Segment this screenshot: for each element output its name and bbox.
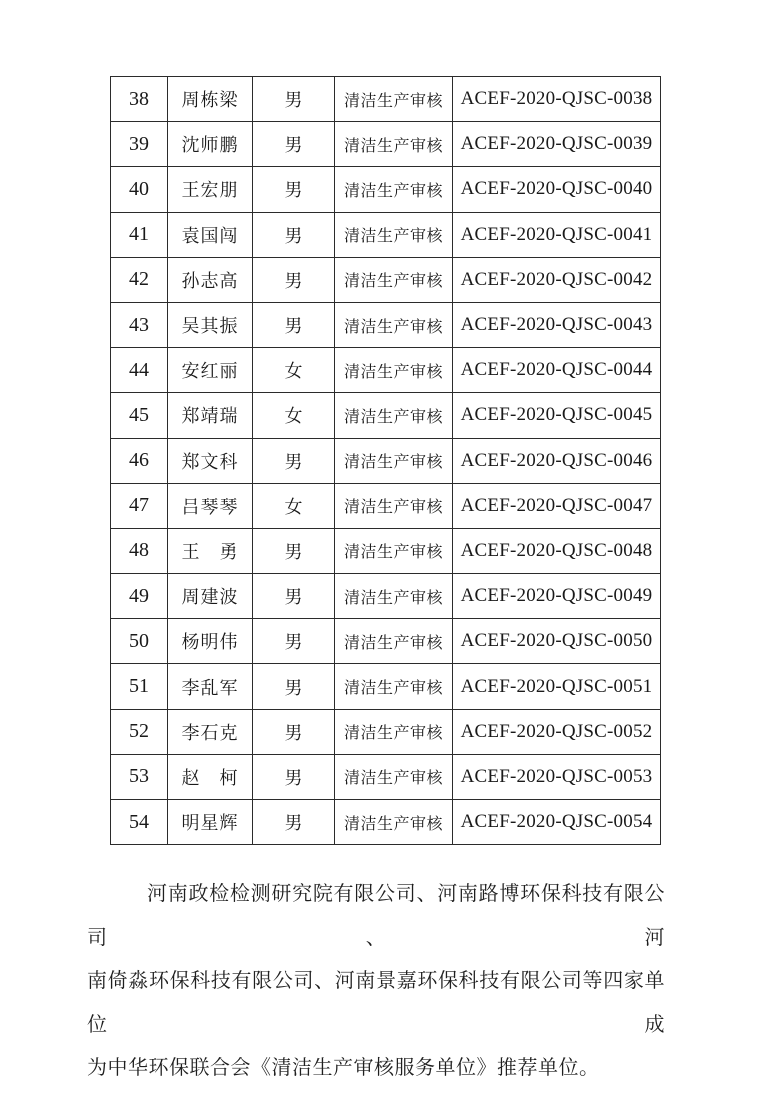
cell-name: 王 勇 bbox=[168, 528, 253, 573]
cell-number: 48 bbox=[111, 528, 168, 573]
cell-certificate-number: ACEF-2020-QJSC-0042 bbox=[453, 257, 661, 302]
cell-name: 袁国闯 bbox=[168, 212, 253, 257]
cell-certificate-number: ACEF-2020-QJSC-0050 bbox=[453, 619, 661, 664]
cell-category: 清洁生产审核 bbox=[335, 483, 453, 528]
cell-category: 清洁生产审核 bbox=[335, 257, 453, 302]
table-row bbox=[111, 122, 661, 167]
cell-certificate-number: ACEF-2020-QJSC-0040 bbox=[453, 167, 661, 212]
cell-category: 清洁生产审核 bbox=[335, 754, 453, 799]
cell-name: 郑文科 bbox=[168, 438, 253, 483]
cell-category: 清洁生产审核 bbox=[335, 800, 453, 845]
cell-certificate-number: ACEF-2020-QJSC-0052 bbox=[453, 709, 661, 754]
table-row bbox=[111, 664, 661, 709]
cell-number: 38 bbox=[111, 77, 168, 122]
cell-number: 49 bbox=[111, 574, 168, 619]
cell-gender: 男 bbox=[253, 619, 335, 664]
cell-gender: 男 bbox=[253, 302, 335, 347]
table-row bbox=[111, 302, 661, 347]
cell-certificate-number: ACEF-2020-QJSC-0048 bbox=[453, 528, 661, 573]
cell-gender: 男 bbox=[253, 528, 335, 573]
cell-name: 周建波 bbox=[168, 574, 253, 619]
cell-certificate-number: ACEF-2020-QJSC-0049 bbox=[453, 574, 661, 619]
cell-gender: 男 bbox=[253, 438, 335, 483]
table-row bbox=[111, 167, 661, 212]
cell-number: 46 bbox=[111, 438, 168, 483]
table-row bbox=[111, 800, 661, 845]
table-row bbox=[111, 393, 661, 438]
closing-paragraph bbox=[87, 873, 665, 1091]
table-row bbox=[111, 528, 661, 573]
cell-category: 清洁生产审核 bbox=[335, 574, 453, 619]
cell-certificate-number: ACEF-2020-QJSC-0054 bbox=[453, 800, 661, 845]
cell-name: 明星辉 bbox=[168, 800, 253, 845]
table-body bbox=[111, 77, 661, 845]
cell-name: 周栋梁 bbox=[168, 77, 253, 122]
cell-name: 吕琴琴 bbox=[168, 483, 253, 528]
cell-name: 李石克 bbox=[168, 709, 253, 754]
cell-gender: 男 bbox=[253, 212, 335, 257]
table-row bbox=[111, 483, 661, 528]
cell-gender: 男 bbox=[253, 122, 335, 167]
cell-gender: 男 bbox=[253, 709, 335, 754]
cell-name: 李乱军 bbox=[168, 664, 253, 709]
cell-certificate-number: ACEF-2020-QJSC-0045 bbox=[453, 393, 661, 438]
cell-category: 清洁生产审核 bbox=[335, 167, 453, 212]
cell-category: 清洁生产审核 bbox=[335, 122, 453, 167]
cell-number: 54 bbox=[111, 800, 168, 845]
cell-category: 清洁生产审核 bbox=[335, 438, 453, 483]
cell-category: 清洁生产审核 bbox=[335, 212, 453, 257]
cell-number: 39 bbox=[111, 122, 168, 167]
cell-name: 郑靖瑞 bbox=[168, 393, 253, 438]
cell-category: 清洁生产审核 bbox=[335, 348, 453, 393]
cell-number: 53 bbox=[111, 754, 168, 799]
cell-gender: 男 bbox=[253, 167, 335, 212]
cell-number: 40 bbox=[111, 167, 168, 212]
certified-auditors-table bbox=[110, 76, 661, 845]
cell-number: 41 bbox=[111, 212, 168, 257]
cell-gender: 男 bbox=[253, 257, 335, 302]
cell-name: 孙志高 bbox=[168, 257, 253, 302]
cell-certificate-number: ACEF-2020-QJSC-0041 bbox=[453, 212, 661, 257]
cell-gender: 男 bbox=[253, 574, 335, 619]
cell-gender: 女 bbox=[253, 483, 335, 528]
cell-number: 44 bbox=[111, 348, 168, 393]
table-row bbox=[111, 574, 661, 619]
cell-number: 42 bbox=[111, 257, 168, 302]
cell-number: 43 bbox=[111, 302, 168, 347]
cell-certificate-number: ACEF-2020-QJSC-0051 bbox=[453, 664, 661, 709]
cell-certificate-number: ACEF-2020-QJSC-0046 bbox=[453, 438, 661, 483]
cell-name: 赵 柯 bbox=[168, 754, 253, 799]
cell-gender: 男 bbox=[253, 77, 335, 122]
table-row bbox=[111, 257, 661, 302]
cell-name: 吴其振 bbox=[168, 302, 253, 347]
table-row bbox=[111, 619, 661, 664]
cell-certificate-number: ACEF-2020-QJSC-0039 bbox=[453, 122, 661, 167]
cell-category: 清洁生产审核 bbox=[335, 664, 453, 709]
cell-category: 清洁生产审核 bbox=[335, 619, 453, 664]
table-row bbox=[111, 348, 661, 393]
cell-number: 50 bbox=[111, 619, 168, 664]
cell-category: 清洁生产审核 bbox=[335, 302, 453, 347]
table-row bbox=[111, 709, 661, 754]
cell-category: 清洁生产审核 bbox=[335, 393, 453, 438]
cell-name: 王宏朋 bbox=[168, 167, 253, 212]
cell-number: 47 bbox=[111, 483, 168, 528]
cell-gender: 女 bbox=[253, 393, 335, 438]
cell-name: 安红丽 bbox=[168, 348, 253, 393]
cell-certificate-number: ACEF-2020-QJSC-0053 bbox=[453, 754, 661, 799]
cell-gender: 女 bbox=[253, 348, 335, 393]
paragraph-line: 南倚淼环保科技有限公司、河南景嘉环保科技有限公司等四家单位成 bbox=[87, 970, 665, 1036]
table-row bbox=[111, 212, 661, 257]
cell-name: 杨明伟 bbox=[168, 619, 253, 664]
table-row bbox=[111, 438, 661, 483]
cell-certificate-number: ACEF-2020-QJSC-0047 bbox=[453, 483, 661, 528]
table-row bbox=[111, 754, 661, 799]
cell-number: 51 bbox=[111, 664, 168, 709]
cell-number: 45 bbox=[111, 393, 168, 438]
paragraph-line: 为中华环保联合会《清洁生产审核服务单位》推荐单位。 bbox=[87, 1057, 600, 1079]
cell-category: 清洁生产审核 bbox=[335, 709, 453, 754]
cell-name: 沈师鹏 bbox=[168, 122, 253, 167]
table-row bbox=[111, 77, 661, 122]
cell-certificate-number: ACEF-2020-QJSC-0044 bbox=[453, 348, 661, 393]
paragraph-line: 河南政检检测研究院有限公司、河南路博环保科技有限公司、河 bbox=[87, 883, 665, 949]
cell-number: 52 bbox=[111, 709, 168, 754]
cell-certificate-number: ACEF-2020-QJSC-0038 bbox=[453, 77, 661, 122]
cell-gender: 男 bbox=[253, 800, 335, 845]
cell-category: 清洁生产审核 bbox=[335, 528, 453, 573]
cell-gender: 男 bbox=[253, 754, 335, 799]
cell-category: 清洁生产审核 bbox=[335, 77, 453, 122]
cell-gender: 男 bbox=[253, 664, 335, 709]
cell-certificate-number: ACEF-2020-QJSC-0043 bbox=[453, 302, 661, 347]
